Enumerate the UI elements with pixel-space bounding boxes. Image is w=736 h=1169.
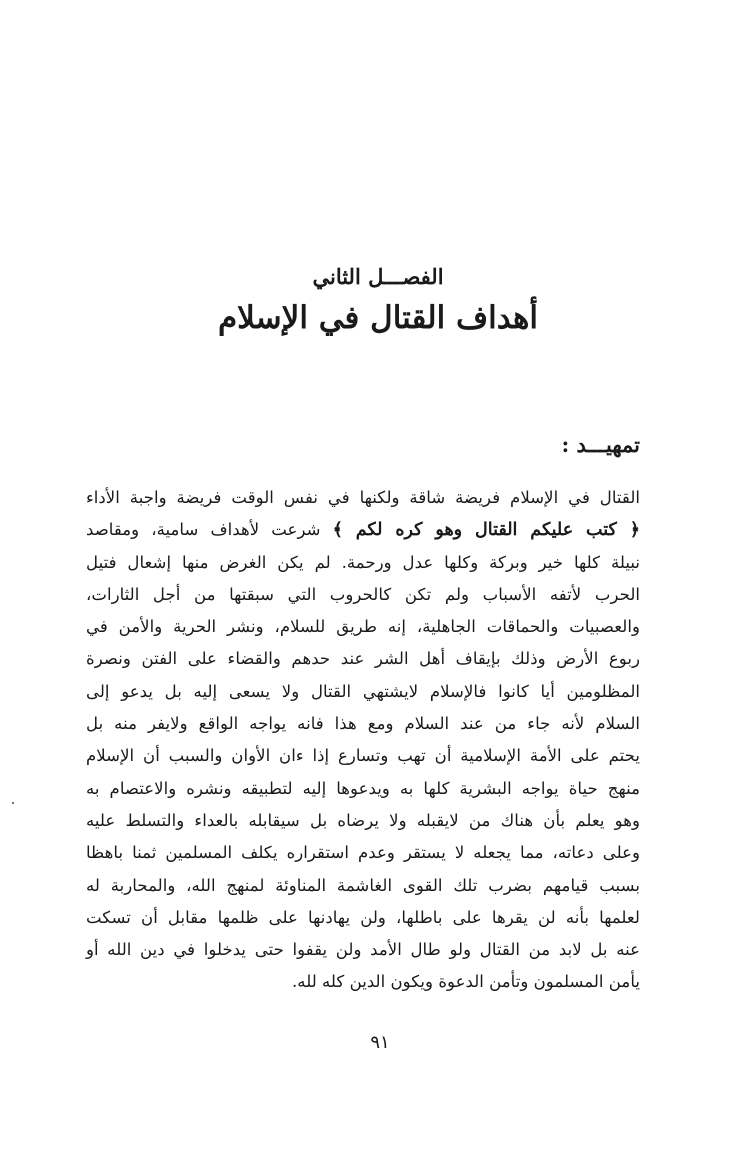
text-line: منهج حياة يواجه البشرية كلها به ويدعوها إليه لتطبيقه ونشره والاعتصام به — [86, 778, 640, 798]
text-line: وعلى دعاته، مما يجعله لا يستقر وعدم استقراره يكلف المسلمين ثمنا باهظا — [86, 843, 640, 863]
text-line: ربوع الأرض وذلك بإيقاف أهل الشر عند حدهم والقضاء على الفتن ونصرة — [86, 649, 640, 669]
body-paragraph — [86, 482, 640, 999]
quran-verse: ﴿ كتب عليكم القتال وهو كره لكم ﴾ — [332, 520, 641, 541]
text-line: القتال في الإسلام فريضة شاقة ولكنها في نفس الوقت فريضة واجبة الأداء — [86, 488, 640, 507]
text-line: يحتم على الأمة الإسلامية أن تهب وتسارع إذا ءان الأوان والسبب أن الإسلام — [86, 746, 640, 766]
page-number: ٩١ — [370, 1032, 390, 1053]
chapter-title: أهداف القتال في الإسلام — [217, 300, 539, 336]
text-line — [86, 514, 640, 546]
text-line: الحرب لأتفه الأسباب ولم تكن كالحروب التي سبقتها من أجل الثارات، — [86, 584, 640, 604]
text-line: السلام لأنه جاء من عند السلام ومع هذا فانه يواجه الواقع ولايفر منه بل — [86, 714, 640, 734]
text-line: بسبب قيامهم بضرب تلك القوى الغاشمة المناوئة لمنهج الله، والمحاربة له — [86, 875, 640, 895]
text-segment: شرعت لأهداف سامية، ومقاصد — [86, 520, 333, 540]
margin-mark — [12, 802, 14, 804]
text-line: نبيلة كلها خير وبركة وكلها عدل ورحمة. لم يكن الغرض منها إشعال فتيل — [86, 552, 640, 572]
text-line: لعلمها بأنه لن يقرها على باطلها، ولن يهادنها على ظلمها مقابل أن تسكت — [86, 907, 640, 927]
text-line: والعصبيات والحماقات الجاهلية، إنه طريق للسلام، ونشر الحرية والأمن في — [86, 617, 640, 637]
text-line: المظلومين أيا كانوا فالإسلام لايشتهي القتال ولا يسعى إليه بل يدعو إلى — [86, 681, 640, 701]
text-line: يأمن المسلمون وتأمن الدعوة ويكون الدين كله لله. — [292, 972, 640, 992]
text-line: وهو يعلم بأن هناك من لايقبله ولا يرضاه بل سيقابله بالعداء والتسلط عليه — [86, 810, 640, 830]
section-heading: تمهيـــد : — [561, 432, 640, 457]
text-line: عنه بل لابد من القتال ولو طال الأمد ولن يقفوا حتى يدخلوا في دين الله أو — [86, 940, 640, 960]
chapter-label: الفصـــل الثاني — [312, 264, 444, 289]
